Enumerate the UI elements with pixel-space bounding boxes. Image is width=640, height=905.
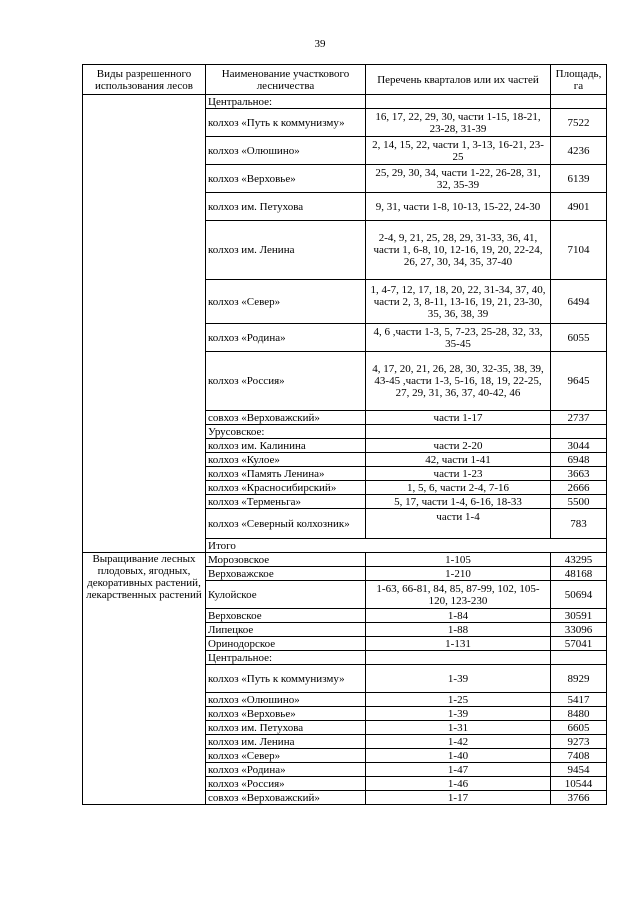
row-name: Оринодорское bbox=[206, 637, 366, 651]
row-name: колхоз «Родина» bbox=[206, 763, 366, 777]
row-quarters: 1, 5, 6, части 2-4, 7-16 bbox=[366, 481, 551, 495]
row-quarters: 1-105 bbox=[366, 553, 551, 567]
row-name: совхоз «Верховажский» bbox=[206, 791, 366, 805]
row-quarters: 1-63, 66-81, 84, 85, 87-99, 102, 105-120, 123-230 bbox=[366, 581, 551, 609]
row-area: 783 bbox=[551, 509, 607, 539]
row-quarters: 42, части 1-41 bbox=[366, 453, 551, 467]
row-name: колхоз «Россия» bbox=[206, 352, 366, 411]
row-area: 57041 bbox=[551, 637, 607, 651]
row-name: колхоз «Кулое» bbox=[206, 453, 366, 467]
row-name: колхоз «Родина» bbox=[206, 324, 366, 352]
row-quarters: 1-46 bbox=[366, 777, 551, 791]
row-quarters: 1-84 bbox=[366, 609, 551, 623]
row-quarters: 16, 17, 22, 29, 30, части 1-15, 18-21, 23-28, 31-39 bbox=[366, 109, 551, 137]
row-name: колхоз «Верховье» bbox=[206, 707, 366, 721]
use-cell-empty bbox=[83, 95, 206, 553]
row-quarters: части 1-23 bbox=[366, 467, 551, 481]
row-area: 8480 bbox=[551, 707, 607, 721]
table-header-row bbox=[83, 65, 607, 95]
header-use: Виды разрешенного использования лесов bbox=[83, 65, 206, 95]
row-name: колхоз им. Калинина bbox=[206, 439, 366, 453]
row-area: 4901 bbox=[551, 193, 607, 221]
row-quarters: 9, 31, части 1-8, 10-13, 15-22, 24-30 bbox=[366, 193, 551, 221]
row-quarters: части 1-17 bbox=[366, 411, 551, 425]
row-area: 6055 bbox=[551, 324, 607, 352]
row-quarters: 25, 29, 30, 34, части 1-22, 26-28, 31, 32, 35-39 bbox=[366, 165, 551, 193]
row-quarters: 1-17 bbox=[366, 791, 551, 805]
section-label: Урусовское: bbox=[206, 425, 366, 439]
row-area: 2666 bbox=[551, 481, 607, 495]
row-name: колхоз «Россия» bbox=[206, 777, 366, 791]
row-area: 7522 bbox=[551, 109, 607, 137]
section-label: Центральное: bbox=[206, 651, 366, 665]
row-name: совхоз «Верховажский» bbox=[206, 411, 366, 425]
row-area: 5500 bbox=[551, 495, 607, 509]
row-quarters: 1-31 bbox=[366, 721, 551, 735]
use-cell: Выращивание лесных плодовых, ягодных, декоративных растений, лекарственных растений bbox=[83, 553, 206, 805]
row-area: 6139 bbox=[551, 165, 607, 193]
row-area: 6948 bbox=[551, 453, 607, 467]
row-area: 9273 bbox=[551, 735, 607, 749]
row-area: 48168 bbox=[551, 567, 607, 581]
row-quarters: 2-4, 9, 21, 25, 28, 29, 31-33, 36, 41, части 1, 6-8, 10, 12-16, 19, 20, 22-24, 26, 27, 30, 34, 35, 37-40 bbox=[366, 221, 551, 280]
row-name: Кулойское bbox=[206, 581, 366, 609]
row-area: 4236 bbox=[551, 137, 607, 165]
section-row bbox=[83, 95, 607, 109]
row-name: колхоз «Терменьга» bbox=[206, 495, 366, 509]
row-quarters: 4, 6 ,части 1-3, 5, 7-23, 25-28, 32, 33, 35-45 bbox=[366, 324, 551, 352]
row-quarters: 1-39 bbox=[366, 707, 551, 721]
row-area: 30591 bbox=[551, 609, 607, 623]
section-label: Центральное: bbox=[206, 95, 366, 109]
header-quarters: Перечень кварталов или их частей bbox=[366, 65, 551, 95]
row-name: колхоз им. Ленина bbox=[206, 735, 366, 749]
forest-use-table bbox=[82, 64, 607, 805]
row-quarters: 1, 4-7, 12, 17, 18, 20, 22, 31-34, 37, 40, части 2, 3, 8-11, 13-16, 19, 21, 23-30, 35, 36, 38, 39 bbox=[366, 280, 551, 324]
row-quarters: 1-39 bbox=[366, 665, 551, 693]
row-quarters: 1-47 bbox=[366, 763, 551, 777]
row-name: Липецкое bbox=[206, 623, 366, 637]
row-name: Верховское bbox=[206, 609, 366, 623]
page-number: 39 bbox=[314, 38, 326, 50]
row-area: 43295 bbox=[551, 553, 607, 567]
row-name: колхоз им. Петухова bbox=[206, 193, 366, 221]
row-area: 2737 bbox=[551, 411, 607, 425]
row-area: 9645 bbox=[551, 352, 607, 411]
row-area: 3044 bbox=[551, 439, 607, 453]
row-name: колхоз «Путь к коммунизму» bbox=[206, 665, 366, 693]
row-name: колхоз «Север» bbox=[206, 280, 366, 324]
row-area: 10544 bbox=[551, 777, 607, 791]
row-area: 6494 bbox=[551, 280, 607, 324]
row-name: колхоз «Путь к коммунизму» bbox=[206, 109, 366, 137]
row-area: 8929 bbox=[551, 665, 607, 693]
row-area: 5417 bbox=[551, 693, 607, 707]
row-quarters: 2, 14, 15, 22, части 1, 3-13, 16-21, 23-25 bbox=[366, 137, 551, 165]
row-quarters: части 1-4 bbox=[366, 509, 551, 539]
row-area: 6605 bbox=[551, 721, 607, 735]
row-area: 50694 bbox=[551, 581, 607, 609]
header-name: Наименование участкового лесничества bbox=[206, 65, 366, 95]
total-label: Итого bbox=[206, 539, 607, 553]
row-name: колхоз «Олюшино» bbox=[206, 137, 366, 165]
row-quarters: 1-131 bbox=[366, 637, 551, 651]
row-name: колхоз «Верховье» bbox=[206, 165, 366, 193]
row-area: 33096 bbox=[551, 623, 607, 637]
row-name: колхоз им. Ленина bbox=[206, 221, 366, 280]
row-quarters: части 2-20 bbox=[366, 439, 551, 453]
row-name: колхоз «Красносибирский» bbox=[206, 481, 366, 495]
table-row bbox=[83, 553, 607, 567]
row-name: Верховажское bbox=[206, 567, 366, 581]
row-area: 7104 bbox=[551, 221, 607, 280]
row-name: колхоз «Память Ленина» bbox=[206, 467, 366, 481]
row-area: 3663 bbox=[551, 467, 607, 481]
row-quarters: 1-42 bbox=[366, 735, 551, 749]
row-quarters: 5, 17, части 1-4, 6-16, 18-33 bbox=[366, 495, 551, 509]
row-name: колхоз «Олюшино» bbox=[206, 693, 366, 707]
row-name: колхоз «Северный колхозник» bbox=[206, 509, 366, 539]
row-quarters: 1-25 bbox=[366, 693, 551, 707]
row-name: Морозовское bbox=[206, 553, 366, 567]
row-name: колхоз им. Петухова bbox=[206, 721, 366, 735]
row-quarters: 4, 17, 20, 21, 26, 28, 30, 32-35, 38, 39, 43-45 ,части 1-3, 5-16, 18, 19, 22-25, 27, 29, 31, 36, 37, 40-42, 46 bbox=[366, 352, 551, 411]
row-quarters: 1-88 bbox=[366, 623, 551, 637]
header-area: Площадь, га bbox=[551, 65, 607, 95]
row-area: 9454 bbox=[551, 763, 607, 777]
row-quarters: 1-210 bbox=[366, 567, 551, 581]
row-name: колхоз «Север» bbox=[206, 749, 366, 763]
row-area: 3766 bbox=[551, 791, 607, 805]
row-area: 7408 bbox=[551, 749, 607, 763]
row-quarters: 1-40 bbox=[366, 749, 551, 763]
